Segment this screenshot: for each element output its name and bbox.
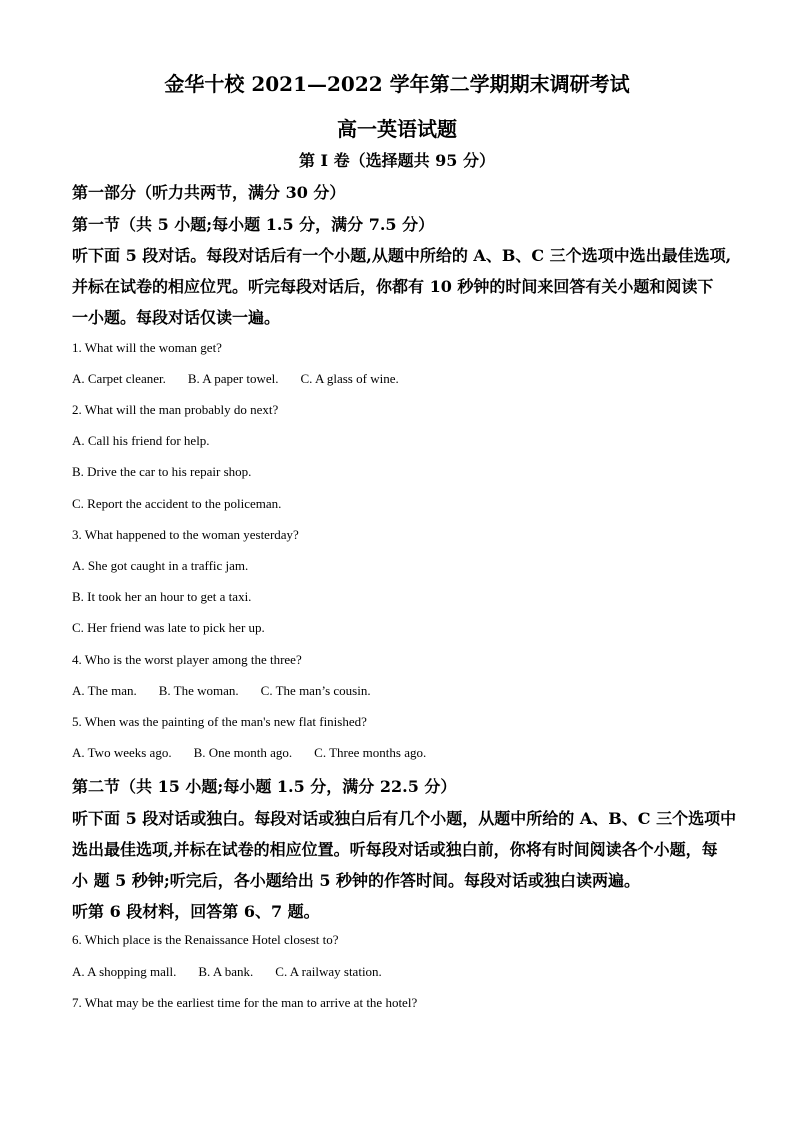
option-b: B. Drive the car to his repair shop.: [72, 464, 252, 479]
question-2: 2. What will the man probably do next?: [72, 402, 279, 417]
exam-title: 金华十校 2021—2022 学年第二学期期末调研考试: [164, 72, 630, 96]
section2-instruction-line: 选出最佳选项,并标在试卷的相应位置。听每段对话或独白前，你将有时间阅读各个小题，每: [72, 840, 718, 859]
option-c: C. Three months ago.: [314, 745, 427, 760]
option-a: A. Call his friend for help.: [72, 433, 210, 448]
part1-heading: 第一部分（听力共两节，满分 30 分）: [72, 183, 346, 202]
section2-heading: 第二节（共 15 小题;每小题 1.5 分，满分 22.5 分）: [72, 777, 457, 796]
question-1: 1. What will the woman get?: [72, 340, 222, 355]
option-a: A. Carpet cleaner.: [72, 371, 166, 386]
exam-subtitle: 高一英语试题: [337, 117, 457, 141]
option-a: A. The man.: [72, 683, 137, 698]
option-b: B. A paper towel.: [187, 371, 279, 386]
section1-instruction-line: 听下面 5 段对话。每段对话后有一个小题,从题中所给的 A、B、C 三个选项中选出最佳选项,: [72, 246, 732, 265]
option-c: C. The man’s cousin.: [260, 683, 371, 698]
question-5-options: [72, 745, 448, 761]
option-a: A. She got caught in a traffic jam.: [72, 558, 249, 573]
question-6: 6. Which place is the Renaissance Hotel closest to?: [72, 932, 339, 947]
question-3: 3. What happened to the woman yesterday?: [72, 527, 299, 542]
section2-instruction-line: 小 题 5 秒钟;听完后，各小题给出 5 秒钟的作答时间。每段对话或独白读两遍。: [72, 871, 641, 890]
material-heading: 听第 6 段材料，回答第 6、7 题。: [72, 902, 320, 921]
option-c: C. Report the accident to the policeman.: [72, 496, 282, 511]
question-6-options: [72, 964, 404, 980]
question-1-options: [72, 371, 421, 387]
section1-instruction-line: 并标在试卷的相应位咒。听完每段对话后，你都有 10 秒钟的时间来回答有关小题和阅读下: [72, 277, 714, 296]
option-b: B. One month ago.: [193, 745, 293, 760]
option-a: A. Two weeks ago.: [72, 745, 172, 760]
option-c: C. A glass of wine.: [300, 371, 399, 386]
option-c: C. Her friend was late to pick her up.: [72, 620, 265, 635]
option-a: A. A shopping mall.: [72, 964, 177, 979]
section2-instruction-line: 听下面 5 段对话或独白。每段对话或独白后有几个小题，从题中所给的 A、B、C 三个选项中: [72, 809, 737, 828]
volume-heading: 第 I 卷（选择题共 95 分）: [298, 151, 496, 170]
option-b: B. A bank.: [198, 964, 254, 979]
section1-instruction-line: 一小题。每段对话仅读一遍。: [72, 308, 281, 327]
question-7: 7. What may be the earliest time for the man to arrive at the hotel?: [72, 995, 418, 1010]
question-5: 5. When was the painting of the man's new flat finished?: [72, 714, 367, 729]
option-c: C. A railway station.: [275, 964, 382, 979]
question-4-options: [72, 683, 393, 699]
option-b: B. It took her an hour to get a taxi.: [72, 589, 252, 604]
section1-heading: 第一节（共 5 小题;每小题 1.5 分，满分 7.5 分）: [72, 215, 435, 234]
option-b: B. The woman.: [158, 683, 239, 698]
question-4: 4. Who is the worst player among the three?: [72, 652, 302, 667]
